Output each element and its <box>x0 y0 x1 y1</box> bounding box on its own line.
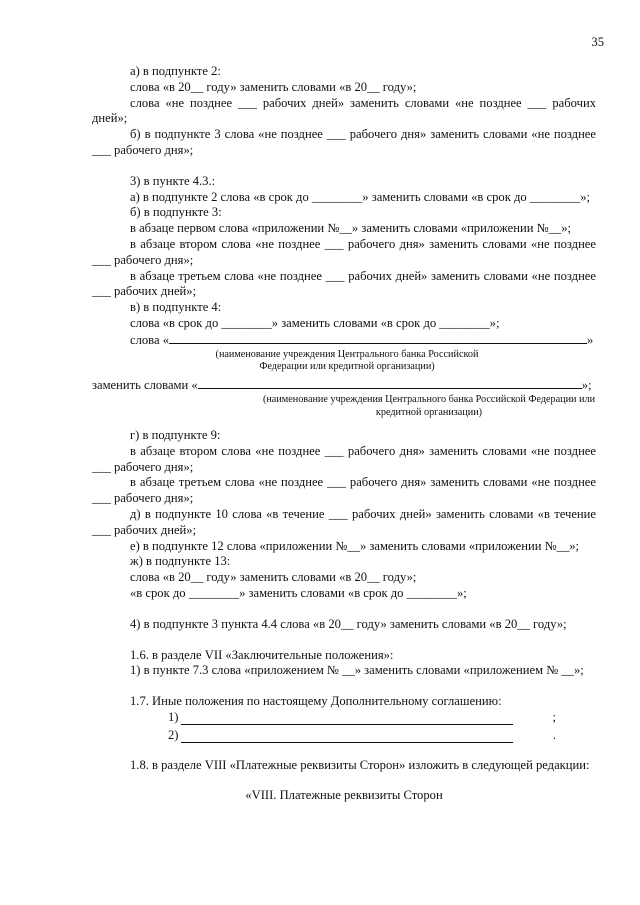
document-body <box>92 64 596 804</box>
paragraph: в абзаце втором слова «не позднее ___ рабочего дня» заменить словами «не позднее ___ рабочего дня»; <box>92 236 596 267</box>
paragraph: а) в подпункте 2 слова «в срок до ________» заменить словами «в срок до ________»; <box>130 189 590 204</box>
institution-name-blank[interactable] <box>198 377 582 389</box>
paragraph: в абзаце первом слова «приложении №__» заменить словами «приложении №__»; <box>130 221 572 236</box>
paragraph: 3) в пункте 4.3.: <box>130 173 216 188</box>
page-number: 35 <box>591 35 604 49</box>
paragraph: в абзаце третьем слова «не позднее ___ рабочих дней» заменить словами «не позднее ___ рабочих дней»; <box>92 268 596 299</box>
paragraph: 1.7. Иные положения по настоящему Дополнительному соглашению: <box>130 694 502 709</box>
paragraph: «в срок до ________» заменить словами «в срок до ________»; <box>130 585 467 600</box>
fill-in-prefix: заменить словами « <box>92 378 198 393</box>
paragraph: в абзаце втором слова «не позднее ___ рабочего дня» заменить словами «не позднее ___ рабочего дня»; <box>92 443 596 474</box>
paragraph: г) в подпункте 9: <box>130 427 221 442</box>
paragraph: 1.8. в разделе VIII «Платежные реквизиты Сторон» изложить в следующей редакции: <box>130 757 590 772</box>
other-provision-1 <box>92 710 596 725</box>
section-heading: «VIII. Платежные реквизиты Сторон <box>245 787 443 802</box>
paragraph: б) в подпункте 3: <box>130 205 222 220</box>
paragraph: 4) в подпункте 3 пункта 4.4 слова «в 20__ году» заменить словами «в 20__ году»; <box>130 616 567 631</box>
fill-in-line <box>92 377 596 394</box>
other-provision-blank[interactable] <box>181 713 513 725</box>
institution-name-blank[interactable] <box>169 332 587 344</box>
blank-end: ; <box>552 709 556 724</box>
field-caption: (наименование учреждения Центрального банка Российской Федерации или кредитной организации) <box>262 394 596 418</box>
paragraph: в) в подпункте 4: <box>130 300 222 315</box>
paragraph: е) в подпункте 12 слова «приложении №__» заменить словами «приложении №__»; <box>130 538 580 553</box>
blank-label: 1) <box>168 709 179 724</box>
other-provision-blank[interactable] <box>181 731 513 743</box>
paragraph: слова «в срок до ________» заменить словами «в срок до ________»; <box>130 315 500 330</box>
field-caption: (наименование учреждения Центрального банка Российской Федерации или кредитной организации) <box>215 348 479 372</box>
paragraph: 1) в пункте 7.3 слова «приложением № __» заменить словами «приложением № __»; <box>130 663 584 678</box>
paragraph: ж) в подпункте 13: <box>130 554 231 569</box>
paragraph: слова «в 20__ году» заменить словами «в 20__ году»; <box>130 79 417 94</box>
blank-label: 2) <box>168 727 179 742</box>
fill-in-prefix: слова « <box>130 332 169 347</box>
paragraph: слова «в 20__ году» заменить словами «в 20__ году»; <box>130 570 417 585</box>
fill-in-line <box>92 332 596 349</box>
paragraph: 1.6. в разделе VII «Заключительные положения»: <box>130 647 394 662</box>
paragraph: д) в подпункте 10 слова «в течение ___ рабочих дней» заменить словами «в течение ___ рабочих дней»; <box>92 506 596 537</box>
fill-in-suffix: » <box>587 332 594 347</box>
blank-end: . <box>552 727 556 742</box>
paragraph: слова «не позднее ___ рабочих дней» заменить словами «не позднее ___ рабочих дней»; <box>92 95 596 126</box>
paragraph: б) в подпункте 3 слова «не позднее ___ рабочего дня» заменить словами «не позднее ___ рабочего дня»; <box>92 127 596 157</box>
fill-in-suffix: »; <box>581 378 592 393</box>
other-provision-2 <box>92 728 596 743</box>
paragraph: в абзаце третьем слова «не позднее ___ рабочего дня» заменить словами «не позднее ___ рабочего дня»; <box>92 475 596 506</box>
paragraph: а) в подпункте 2: <box>130 64 221 78</box>
